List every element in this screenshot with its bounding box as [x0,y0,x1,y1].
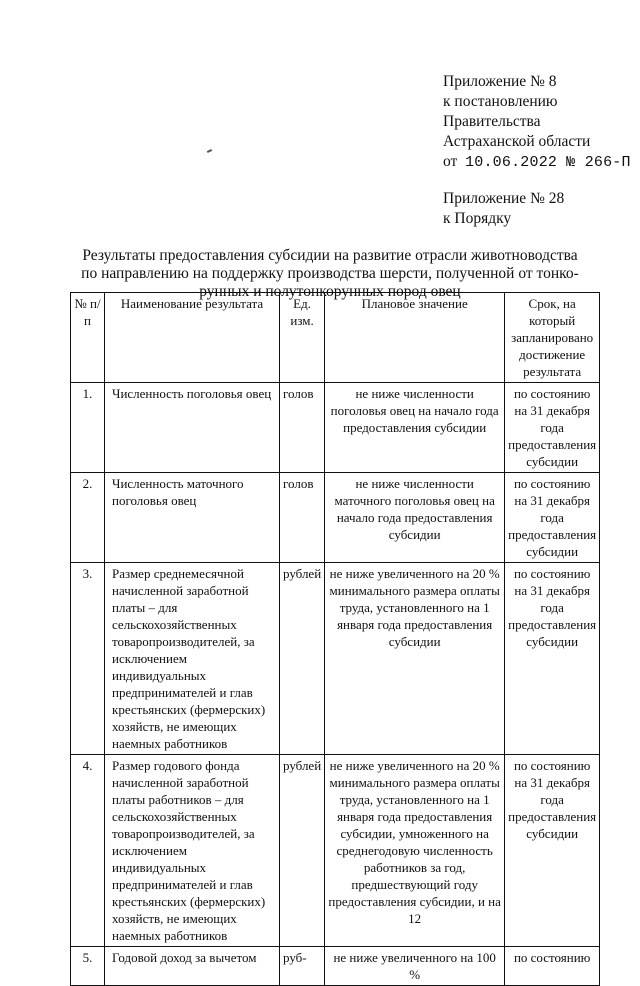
header-term: Срок, на который запланировано достижение результата [505,293,600,383]
scan-mark [207,149,212,153]
row-name: Размер годового фонда начисленной заработной платы работников – для сельскохозяйственных товаропроизводителей, за исключением индивидуальных предпринимателей и глав крестьянских (фермерских) хозяйств, не имеющих наемных работников [105,755,280,947]
appendix-line: к постановлению [443,93,558,110]
row-plan: не ниже увеличенного на 100 % [325,947,505,986]
appendix-block [443,72,633,229]
results-table [70,292,600,986]
row-unit: голов [280,473,325,563]
row-unit: рублей [280,563,325,755]
header-plan: Плановое значение [325,293,505,383]
row-name: Размер среднемесячной начисленной заработной платы – для сельскохозяйственных товаропроизводителей, за исключением индивидуальных предпринимателей и глав крестьянских (фермерских) хозяйств, не имеющих наемных работников [105,563,280,755]
table-row [71,383,600,473]
appendix-date-ref: 10.06.2022 № 266-П [465,154,631,171]
row-term: по состоянию на 31 декабря года предоставления субсидии [505,383,600,473]
table-row [71,755,600,947]
row-term: по состоянию на 31 декабря года предоставления субсидии [505,563,600,755]
appendix-line: Приложение № 8 [443,73,557,90]
table-row [71,473,600,563]
row-unit: руб- [280,947,325,986]
row-num: 3. [71,563,105,755]
row-term: по состоянию на 31 декабря года предоставления субсидии [505,473,600,563]
row-num: 1. [71,383,105,473]
row-plan: не ниже увеличенного на 20 % минимального размера оплаты труда, установленного на 1 января года предоставления субсидии [325,563,505,755]
row-name: Численность маточного поголовья овец [105,473,280,563]
header-name: Наименование результата [105,293,280,383]
appendix-line: Астраханской области [443,133,591,150]
title-line: по направлению на поддержку производства шерсти, полученной от тонко- [81,265,579,282]
title-line: Результаты предоставления субсидии на развитие отрасли животноводства [82,247,578,264]
row-num: 4. [71,755,105,947]
appendix-date-prefix: от [443,153,458,170]
row-term: по состоянию на 31 декабря года предоставления субсидии [505,755,600,947]
header-unit: Ед. изм. [280,293,325,383]
table-row [71,947,600,986]
row-plan: не ниже численности маточного поголовья овец на начало года предоставления субсидии [325,473,505,563]
appendix-line: Правительства [443,113,541,130]
row-term: по состоянию [505,947,600,986]
row-num: 5. [71,947,105,986]
header-num: № п/п [71,293,105,383]
row-plan: не ниже численности поголовья овец на начало года предоставления субсидии [325,383,505,473]
row-unit: голов [280,383,325,473]
table-header-row [71,293,600,383]
row-unit: рублей [280,755,325,947]
title-line: рунных и полутонкорунных пород овец [199,283,461,300]
row-name: Численность поголовья овец [105,383,280,473]
row-name: Годовой доход за вычетом [105,947,280,986]
appendix-sub-line: к Порядку [443,210,512,227]
row-plan: не ниже увеличенного на 20 % минимального размера оплаты труда, установленного на 1 января года предоставления субсидии, умноженного на среднегодовую численность работников за год, предшествующий году предоставления субсидии, и на 12 [325,755,505,947]
appendix-date-line [443,152,633,173]
row-num: 2. [71,473,105,563]
table-row [71,563,600,755]
appendix-sub-line: Приложение № 28 [443,190,565,207]
